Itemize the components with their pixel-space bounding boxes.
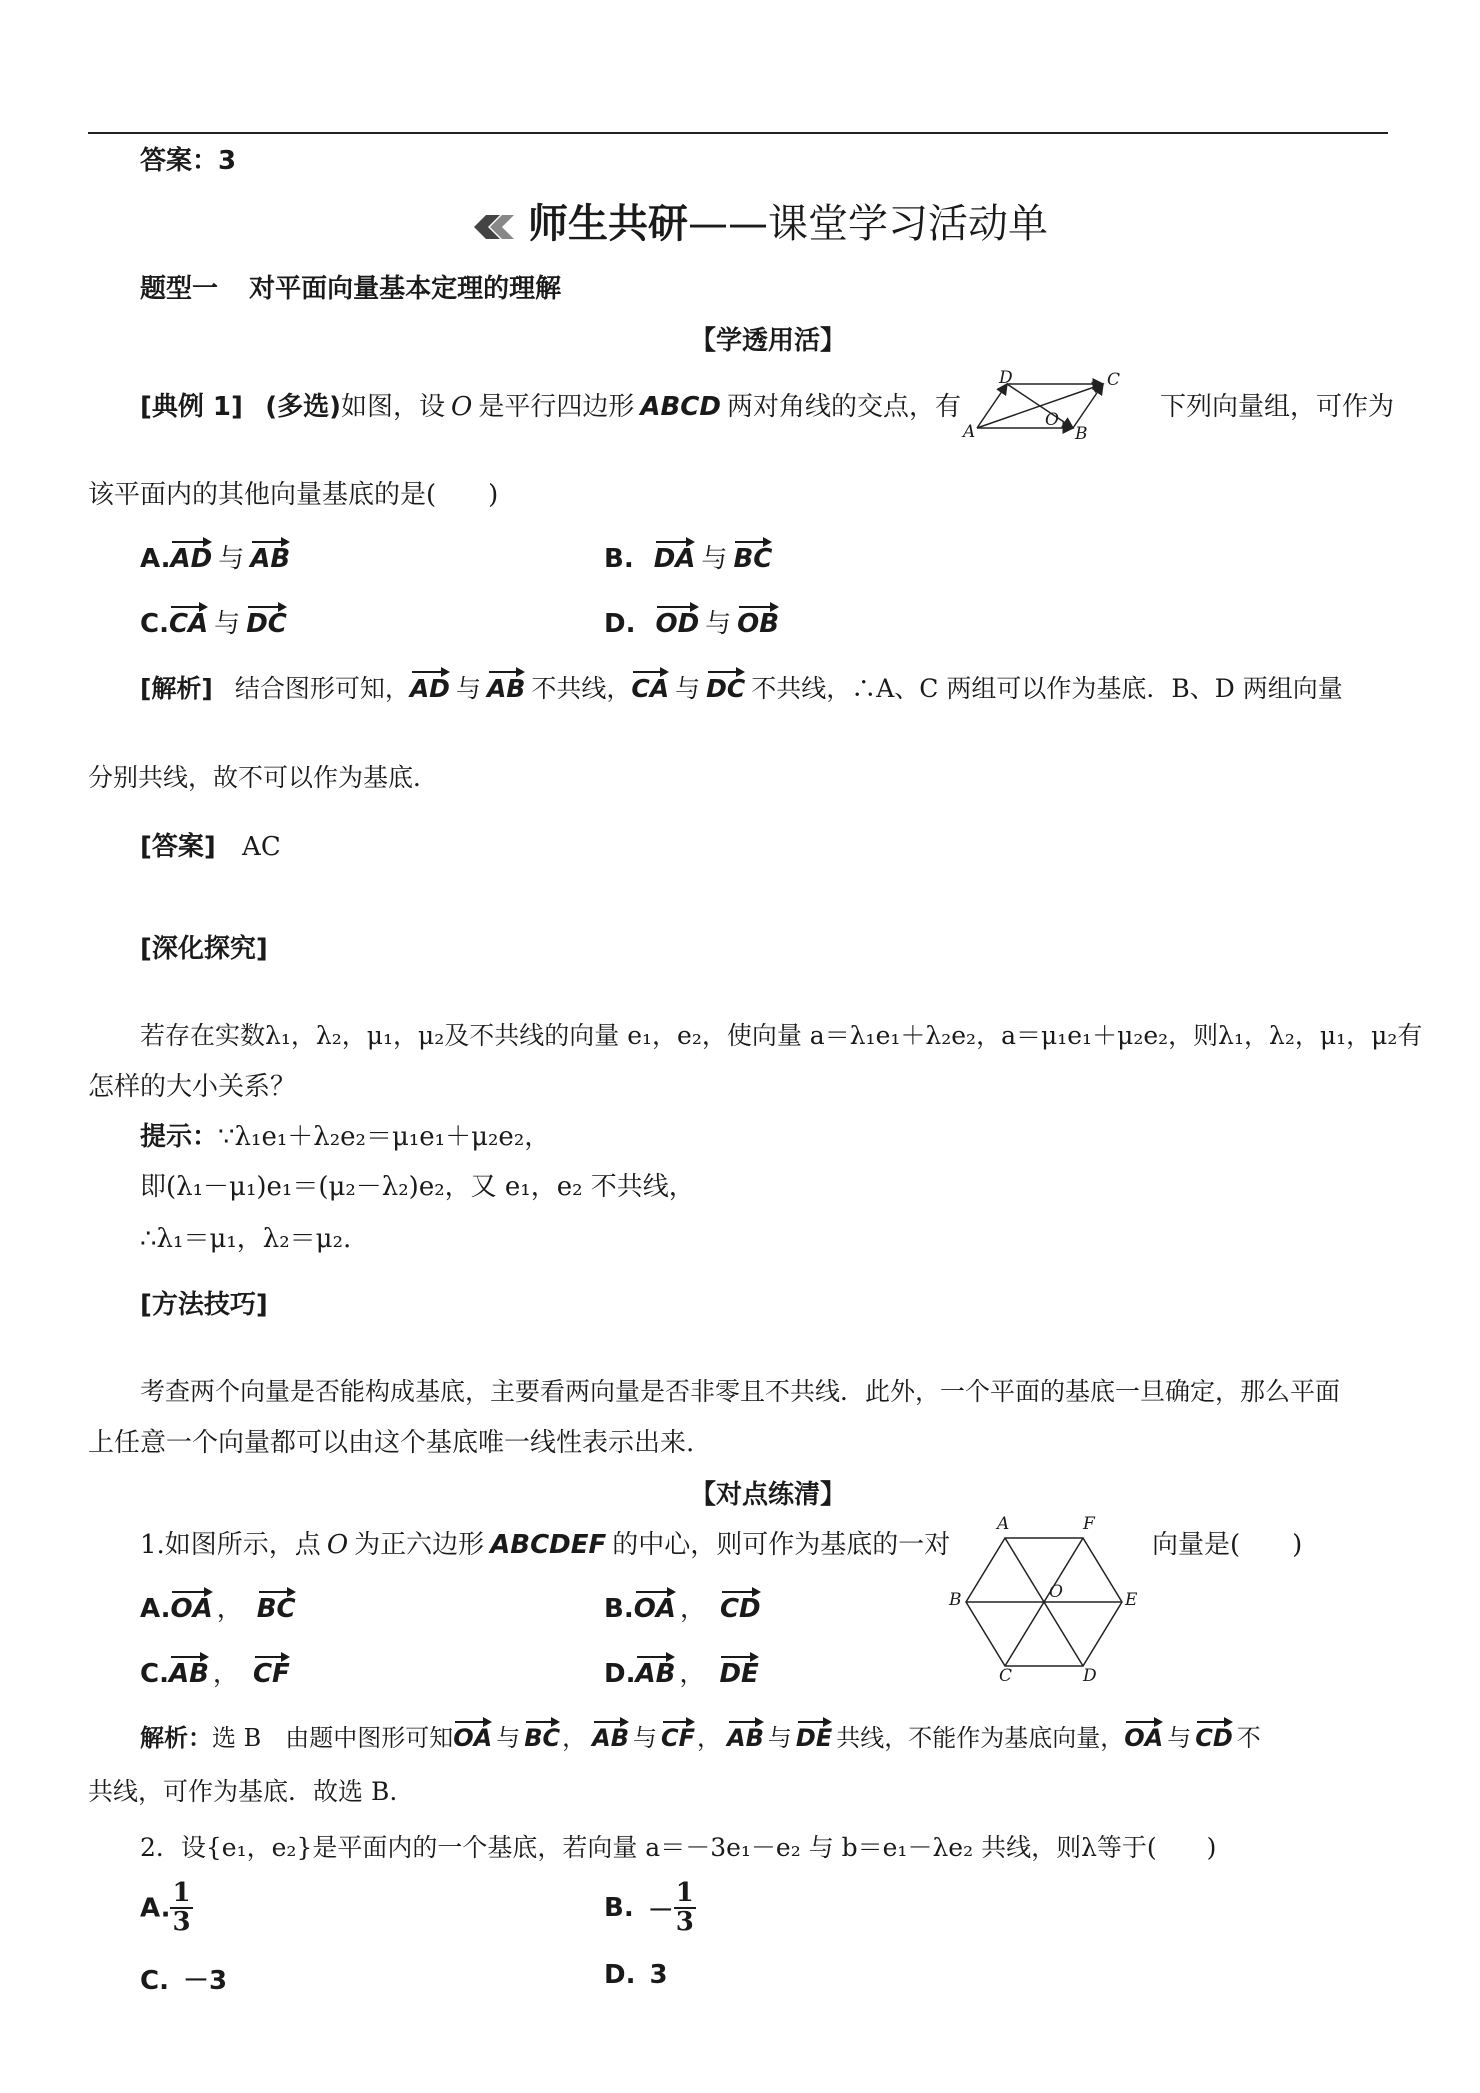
vector: BC [257,1588,296,1624]
vector: AB [727,1718,764,1752]
hexagon-figure [949,1514,1138,1686]
option-letter: C. [140,609,169,639]
analysis-tag: [解析] [140,674,213,703]
option-letter: D. [604,1659,636,1689]
option-sep: ， [216,1594,243,1624]
example1-option-a [140,538,290,575]
q2-option-c [140,1960,227,1997]
analysis-text: 与 [455,674,481,703]
q1-option-a [140,1588,296,1625]
section-title-sub: 课堂学习活动单 [768,201,1048,247]
hex-label-c: C [999,1666,1013,1686]
method-tag: [方法技巧] [140,1290,268,1320]
analysis-text: 选 B 由题中图形可知 [212,1724,454,1752]
fraction [674,1880,696,1937]
question-type-label: 题型一 [140,274,219,304]
vector: AB [487,668,525,703]
vector: BC [524,1718,560,1752]
deepen-hint2: 即(λ₁－μ₁)e₁＝(μ₂－λ₂)e₂，又 e₁，e₂ 不共线， [140,1172,695,1202]
analysis-text: 与 [1167,1724,1192,1752]
analysis-text: ， [562,1724,587,1752]
vector: CF [253,1653,290,1689]
analysis-text: ， [697,1724,722,1752]
q1-stem-part1: 1.如图所示，点 [140,1530,321,1560]
vector: CF [661,1718,695,1752]
method-line2: 上任意一个向量都可以由这个基底唯一线性表示出来. [88,1428,695,1458]
q1-option-c [140,1653,290,1690]
q1-analysis [140,1718,1261,1753]
head-practice: 【对点练清】 [690,1480,847,1510]
parallelogram-figure [955,370,1135,450]
example1-stem-part3: 两对角线的交点，有 [726,392,961,422]
q2-option-a [140,1880,193,1937]
option-letter: A. [140,1893,171,1924]
top-answer-label: 答案： [140,146,219,176]
section-logo-icon [470,210,518,251]
deepen-question-line2: 怎样的大小关系？ [88,1072,297,1102]
q2-option-b [604,1880,696,1937]
q2-option-d [604,1960,668,1990]
diagonal-db [1007,384,1073,428]
vector: CD [1195,1718,1233,1752]
edge-bc [1073,384,1103,428]
top-answer [140,140,236,177]
q1-analysis-line2: 共线，可作为基底．故选 B. [88,1777,398,1806]
vector: OA [170,1588,212,1624]
q1-stem [140,1524,950,1561]
q1-option-d [604,1653,759,1690]
fraction-numerator: 1 [675,1878,694,1908]
vector: AD [170,538,212,574]
q1-stem-hex: ABCDEF [490,1530,607,1560]
analysis-label: 解析： [140,1724,212,1752]
analysis-text: 与 [496,1724,521,1752]
option-letter: B. [604,1893,634,1924]
top-rule [88,132,1388,134]
vector: DA [654,538,696,574]
label-d: D [999,368,1013,388]
q1-stem-part3: 的中心，则可作为基底的一对 [612,1530,951,1560]
example1-multi: (多选) [265,392,341,422]
option-letter: C. [140,1966,169,1996]
section-title-dash: —— [688,201,768,247]
hint-label: 提示： [140,1122,219,1152]
fraction-denominator: 3 [172,1907,191,1938]
vector: AB [635,1653,675,1689]
example1-option-b [604,538,772,575]
option-letter: D. [604,1960,636,1990]
hex-label-b: B [949,1590,962,1610]
hex-label-d: D [1083,1666,1097,1686]
example1-analysis-line2: 分别共线，故不可以作为基底． [88,763,439,792]
option-sep: ， [679,1594,706,1624]
fraction-numerator: 1 [172,1878,191,1908]
vector: CA [169,603,208,639]
answer-tag: [答案] [140,832,216,862]
example1-stem-part4: 下列向量组，可作为 [1160,392,1395,422]
label-b: B [1075,424,1088,444]
analysis-text: 结合图形可知， [234,674,410,703]
example1-stem-part2: 是平行四边形 [478,392,635,422]
deepen-tag: [深化探究] [140,934,268,964]
example1-stem-line2: 该平面内的其他向量基底的是( ) [88,480,499,510]
section-title [470,192,1048,251]
example1-stem-abcd: ABCD [640,392,721,422]
example1-stem-o: O [450,392,473,422]
q1-stem-o: O [326,1530,349,1560]
analysis-text: 共线，不能作为基底向量， [836,1724,1125,1752]
q1-option-b [604,1588,761,1625]
vector: AB [169,1653,209,1689]
top-answer-value: 3 [218,146,237,176]
vector: DE [719,1653,758,1689]
option-value: －3 [182,1966,228,1996]
vector: AB [250,538,290,574]
option-conj: 与 [214,609,241,639]
q1-stem-part2: 为正六边形 [354,1530,485,1560]
option-letter: A. [140,1594,171,1624]
example1-option-d [604,603,779,640]
example1-answer [140,826,281,863]
deepen-question-line1: 若存在实数λ₁，λ₂，μ₁，μ₂及不共线的向量 e₁，e₂，使向量 a＝λ₁e₁＋λ₂e₂，a＝μ₁e₁＋μ₂e₂，则λ₁，λ₂，μ₁，μ₂有 [140,1021,1423,1050]
deepen-hint1 [140,1116,550,1153]
edge-ad [977,384,1007,428]
analysis-text: 与 [767,1724,792,1752]
hex-label-f: F [1083,1514,1095,1534]
question-type [140,268,561,305]
analysis-text: 与 [675,674,701,703]
vector: AB [592,1718,629,1752]
vector: DC [246,603,287,639]
vector: CA [631,668,669,703]
section-title-main: 师生共研 [528,201,688,247]
analysis-text: 不共线， [531,674,632,703]
answer-value: AC [242,832,281,862]
option-value: 3 [649,1960,668,1990]
example1-option-c [140,603,287,640]
label-c: C [1107,370,1121,390]
vector: DC [706,668,745,703]
option-sep: ， [212,1659,239,1689]
method-line1: 考查两个向量是否能构成基底，主要看两向量是否非零且不共线．此外，一个平面的基底一旦确定，那么平面 [140,1377,1341,1406]
label-a: A [963,422,976,442]
vector: OB [737,603,779,639]
option-conj: 与 [218,544,245,574]
analysis-text: 与 [633,1724,658,1752]
hex-label-o: O [1049,1582,1063,1602]
hint-text: ∵λ₁e₁＋λ₂e₂＝μ₁e₁＋μ₂e₂， [218,1122,551,1152]
head-learn: 【学透用活】 [690,326,847,356]
fraction-sign: － [647,1895,674,1926]
label-o: O [1045,410,1059,430]
option-letter: A. [140,544,171,574]
option-letter: B. [604,1594,634,1624]
vector: AD [410,668,450,703]
q1-stem-part4: 向量是( ) [1152,1530,1303,1560]
example1-tag: [典例 1] [140,392,243,422]
vector: OA [1124,1718,1163,1752]
option-letter: D. [604,609,636,639]
fraction-denominator: 3 [675,1907,694,1938]
vector: OA [634,1588,676,1624]
option-conj: 与 [705,609,732,639]
vector: OA [453,1718,492,1752]
vector: BC [733,538,772,574]
analysis-text: 不共线，∴A、C 两组可以作为基底．B、D 两组向量 [751,674,1343,703]
example1-stem [140,386,961,423]
option-letter: B. [604,544,634,574]
vector: OD [655,603,699,639]
fraction [170,1880,192,1937]
option-letter: C. [140,1659,169,1689]
q2-stem: 2．设{e₁，e₂}是平面内的一个基底，若向量 a＝－3e₁－e₂ 与 b＝e₁－λe₂ 共线，则λ等于( ) [140,1833,1217,1862]
option-conj: 与 [701,544,728,574]
hex-label-a: A [997,1514,1010,1534]
example1-stem-part1: 如图，设 [340,392,445,422]
question-type-text: 对平面向量基本定理的理解 [249,274,562,304]
analysis-text: 不 [1236,1724,1261,1752]
vector: DE [796,1718,832,1752]
hex-label-e: E [1125,1590,1138,1610]
example1-analysis [140,668,1343,705]
vector: CD [720,1588,761,1624]
deepen-hint3: ∴λ₁＝μ₁，λ₂＝μ₂. [140,1224,352,1254]
option-sep: ， [679,1659,706,1689]
